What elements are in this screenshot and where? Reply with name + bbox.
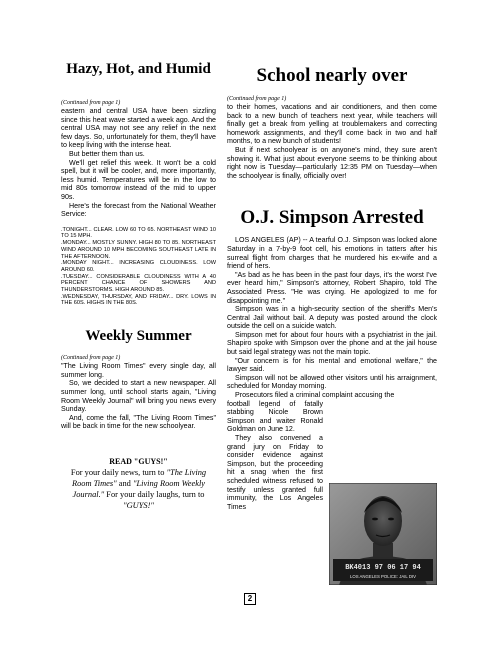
oj-paragraph: football legend of fatally stabbing Nicole Brown Simpson and waiter Ronald Goldman on June 12.	[227, 399, 323, 434]
read-guys-title: READ "GUYS!"	[109, 456, 168, 466]
oj-paragraph: Simpson met for about four hours with a psychiatrist in the jail. Shapiro spoke with Simpson over the phone and at the jail house but said legal strategy was not the main topic.	[227, 330, 437, 357]
weekly-headline: Weekly Summer	[85, 328, 192, 345]
read-guys-text: For your daily laughs, turn to	[104, 489, 205, 499]
school-headline: School nearly over	[256, 65, 408, 86]
oj-paragraph: They also convened a grand jury on Friday to consider evidence against Simpson, but the proceeding hit a snag when the first scheduled witness refused to testify unless granted full immunity, the Los Angeles Times	[227, 434, 323, 511]
hazy-paragraph: Here's the forecast from the National Weather Service:	[61, 201, 216, 219]
hazy-headline: Hazy, Hot, and Humid	[66, 61, 211, 77]
oj-body	[227, 236, 437, 399]
hazy-paragraph: But better them than us.	[69, 149, 145, 158]
placard-bottom-text: LOS ANGELES POLICE: JAIL DIV	[350, 574, 416, 579]
mugshot-photo	[329, 483, 437, 585]
forecast-item: .MONDAY... MOSTLY SUNNY. HIGH 80 TO 85. NORTHEAST WIND AROUND 10 MPH BECOMING SOUTHEAST LATE IN THE AFTERNOON.	[61, 240, 216, 260]
read-guys-text: For your daily news, turn to	[70, 467, 167, 477]
hazy-continued-note: (Continued from page 1)	[61, 100, 121, 106]
read-guys-times-title: "The Living Room Times"	[71, 467, 207, 488]
oj-paragraph: Prosecutors filed a criminal complaint accusing the	[235, 391, 395, 400]
forecast-item: .WEDNESDAY, THURSDAY, AND FRIDAY... DRY. LOWS IN THE 60S. HIGHS IN THE 80S.	[61, 293, 216, 307]
forecast-item: .TUESDAY... CONSIDERABLE CLOUDINESS WITH A 40 PERCENT CHANCE OF SHOWERS AND THUNDERSTORMS. HIGH AROUND 85.	[61, 273, 216, 294]
placard-top-text: BK4013 97 06 17 94	[345, 564, 421, 572]
oj-paragraph: Simpson will not be allowed other visitors until his arraignment, scheduled for Monday morning.	[227, 373, 437, 391]
forecast-item: .MONDAY NIGHT... INCREASING CLOUDINESS. LOW AROUND 60.	[61, 260, 216, 273]
weekly-paragraph: And, come the fall, "The Living Room Times" will be back in time for the new schoolyear.	[61, 413, 216, 431]
read-guys-box	[61, 457, 216, 511]
read-guys-guys-title: "GUYS!"	[123, 500, 154, 510]
page-number: 2	[244, 593, 256, 605]
oj-body-narrow	[227, 400, 323, 512]
read-guys-journal-title: "Living Room Weekly Journal."	[72, 478, 206, 499]
school-continued-note: (Continued from page 1)	[227, 96, 287, 102]
read-guys-body	[61, 467, 216, 511]
school-paragraph: to their homes, vacations and air conditioners, and then come back to a new bunch of teachers next year, while teachers will finally get a break from yelling at troublemakers and correcting homework assignments, and they'll come back in two and half months, to a new bunch of students!	[227, 103, 437, 146]
oj-paragraph: "As bad as he has been in the past four days, it's the worst I've ever heard him," Simpson's attorney, Robert Shapiro, told The Associated Press. "He was crying. He apologized to me for disappointing me."	[227, 270, 437, 305]
weekly-paragraph: "The Living Room Times" every single day, all summer long.	[61, 362, 216, 379]
school-body	[227, 103, 437, 180]
forecast-item: .TONIGHT... CLEAR. LOW 60 TO 65. NORTHEAST WIND 10 TO 15 MPH.	[61, 226, 216, 240]
hazy-paragraph: We'll get relief this week. It won't be a cold spell, but it will be cooler, and, more importantly, less humid. Temperatures will be in the low to mid 80s tomorrow instead of the mid to upper 90s.	[61, 158, 216, 201]
weather-forecast	[61, 227, 216, 307]
hazy-body	[61, 107, 216, 219]
weekly-paragraph: So, we decided to start a new newspaper. All summer long, until school starts again, "Living Room Weekly Journal" will bring you news every Sunday.	[61, 379, 216, 414]
oj-paragraph: "Our concern is for his mental and emotional welfare," the lawyer said.	[227, 356, 437, 374]
right-column	[227, 60, 437, 519]
read-guys-text: and	[116, 478, 133, 488]
school-paragraph: But if next schoolyear is on anyone's mind, they sure aren't showing it. What just about everyone seems to be thinking about right now is Tuesday—particularly 12:35 PM on Tuesday—when the schoolyear is finally, officially over!	[227, 145, 437, 180]
oj-paragraph: Simpson was in a high-security section of the sheriff's Men's Central Jail without bail. A deputy was posted around the clock outside the cell on a suicide watch.	[227, 305, 437, 331]
oj-headline: O.J. Simpson Arrested	[240, 207, 424, 229]
hazy-paragraph: eastern and central USA have been sizzling since this heat wave started a week ago. And the central USA may not see any relief in the next few days. So, unfortunately for them, they'll have to keep living with the intense heat.	[61, 107, 216, 150]
oj-paragraph: LOS ANGELES (AP) -- A tearful O.J. Simpson was locked alone Saturday in a 7-by-9 foot cell, his emotions in tatters after his surreal flight from charges that he murdered his ex-wife and a friend of hers.	[227, 236, 437, 271]
weekly-body	[61, 362, 216, 431]
weekly-continued-note: (Continued from page 1)	[61, 355, 121, 362]
mugshot-image	[329, 483, 437, 585]
left-column	[61, 60, 216, 511]
